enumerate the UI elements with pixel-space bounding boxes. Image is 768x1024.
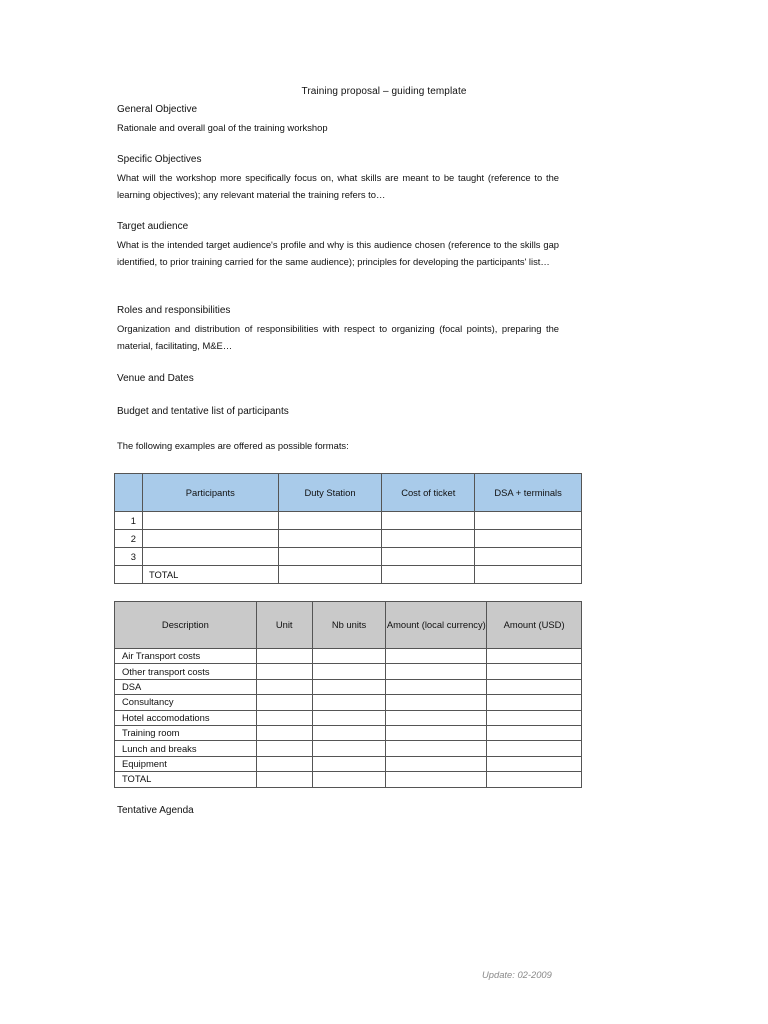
table-row [115,548,582,566]
table-row [115,649,582,664]
section-text: What is the intended target audience's profile and why is this audience chosen (reference to the skills gap identified, to prior training carried for the same audience); principles for developing the participants' list… [117,239,559,267]
table-cell[interactable] [278,548,382,566]
document-title: Training proposal – guiding template [301,86,467,97]
table-cell[interactable] [386,725,487,740]
table-row [115,741,582,756]
table-cell[interactable] [256,664,312,679]
section-agenda [117,804,559,821]
table-cell[interactable] [487,679,582,694]
header-cell [115,474,143,512]
row-description: Air Transport costs [115,649,257,664]
row-description: Other transport costs [115,664,257,679]
row-description: Hotel accomodations [115,710,257,725]
table-cell[interactable] [487,741,582,756]
table-cell[interactable] [256,679,312,694]
table-row [115,710,582,725]
table-cell[interactable] [386,649,487,664]
section-text: Rationale and overall goal of the training workshop [117,122,328,133]
row-description: Training room [115,725,257,740]
table-cell[interactable] [256,695,312,710]
budget-table [114,601,582,788]
table-row [115,695,582,710]
participants-table [114,473,582,584]
row-number: 2 [115,530,143,548]
table-cell[interactable] [312,741,386,756]
table-cell[interactable] [475,530,582,548]
table-cell[interactable] [278,566,382,584]
table-cell[interactable] [312,756,386,771]
table-cell[interactable] [312,725,386,740]
section-general-objective [117,103,559,137]
section-heading: Roles and responsibilities [117,305,231,316]
table-cell[interactable] [487,710,582,725]
table-cell[interactable] [487,725,582,740]
table-cell[interactable] [386,772,487,787]
table-cell[interactable] [386,756,487,771]
table-row [115,756,582,771]
header-cell: Amount (local currency) [386,602,487,649]
table-row [115,679,582,694]
table-cell[interactable] [278,512,382,530]
row-description: Consultancy [115,695,257,710]
table-cell[interactable] [475,566,582,584]
section-heading: Budget and tentative list of participants [117,406,289,417]
table-row [115,664,582,679]
table-total-row [115,566,582,584]
row-description: Equipment [115,756,257,771]
section-heading: Specific Objectives [117,154,202,165]
table-cell [115,566,143,584]
table-cell[interactable] [487,756,582,771]
table-cell[interactable] [256,710,312,725]
table-cell[interactable] [382,530,475,548]
table-cell[interactable] [278,530,382,548]
section-venue [117,372,559,389]
section-specific-objectives [117,153,559,204]
table-cell[interactable] [386,710,487,725]
total-label: TOTAL [115,772,257,787]
table-cell[interactable] [256,725,312,740]
header-cell: Participants [142,474,278,512]
row-description: Lunch and breaks [115,741,257,756]
header-cell: Description [115,602,257,649]
table-cell[interactable] [386,664,487,679]
table-cell[interactable] [142,548,278,566]
header-cell: Nb units [312,602,386,649]
table-header-row [115,602,582,649]
section-heading: Venue and Dates [117,373,194,384]
table-cell[interactable] [312,664,386,679]
table-row [115,725,582,740]
table-cell[interactable] [382,512,475,530]
table-cell[interactable] [386,679,487,694]
table-cell[interactable] [312,772,386,787]
section-target-audience [117,220,559,271]
header-cell: Cost of ticket [382,474,475,512]
section-text: Organization and distribution of responsibilities with respect to organizing (focal points), preparing the material, facilitating, M&E… [117,323,559,351]
footer-update: Update: 02-2009 [482,969,552,980]
row-description: DSA [115,679,257,694]
table-cell[interactable] [142,512,278,530]
header-cell: Duty Station [278,474,382,512]
table-cell[interactable] [256,741,312,756]
table-row [115,530,582,548]
table-cell[interactable] [256,649,312,664]
section-heading: Tentative Agenda [117,805,194,816]
table-cell[interactable] [487,664,582,679]
table-cell[interactable] [487,772,582,787]
section-budget [117,405,559,422]
section-roles [117,304,559,355]
table-cell[interactable] [475,512,582,530]
header-cell: DSA + terminals [475,474,582,512]
total-label: TOTAL [142,566,278,584]
section-text: The following examples are offered as possible formats: [117,440,349,451]
table-cell[interactable] [475,548,582,566]
table-cell[interactable] [487,695,582,710]
formats-intro [117,438,559,455]
table-cell[interactable] [312,710,386,725]
table-cell[interactable] [312,695,386,710]
table-cell[interactable] [382,548,475,566]
table-row [115,512,582,530]
table-cell[interactable] [312,679,386,694]
table-cell[interactable] [386,695,487,710]
table-total-row [115,772,582,787]
header-cell: Unit [256,602,312,649]
row-number: 1 [115,512,143,530]
table-cell[interactable] [386,741,487,756]
table-cell[interactable] [142,530,278,548]
table-cell[interactable] [256,772,312,787]
row-number: 3 [115,548,143,566]
table-cell[interactable] [487,649,582,664]
section-heading: General Objective [117,104,198,115]
section-text: What will the workshop more specifically focus on, what skills are meant to be taught (reference to the learning objectives); any relevant material the training refers to… [117,172,559,200]
section-heading: Target audience [117,221,189,232]
table-cell[interactable] [256,756,312,771]
table-header-row [115,474,582,512]
table-cell[interactable] [382,566,475,584]
header-cell: Amount (USD) [487,602,582,649]
table-cell[interactable] [312,649,386,664]
